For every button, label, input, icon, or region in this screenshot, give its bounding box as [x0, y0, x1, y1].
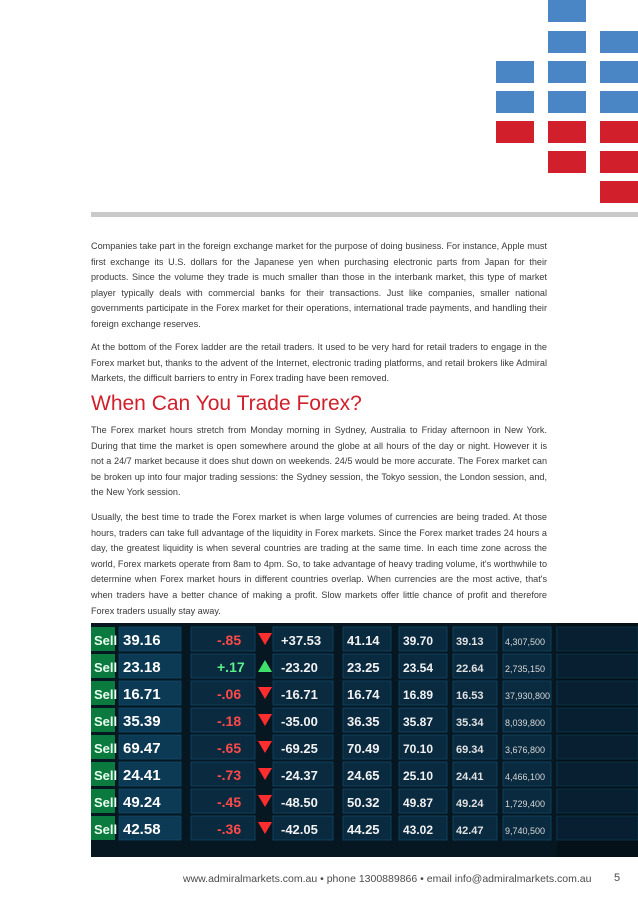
- brand-square: [548, 121, 586, 143]
- ticker-value: +37.53: [281, 633, 322, 648]
- brand-square: [600, 181, 638, 203]
- price-value: 69.47: [123, 740, 161, 757]
- price-value: 39.16: [123, 632, 161, 649]
- brand-square: [600, 151, 638, 173]
- body-paragraph: At the bottom of the Forex ladder are the retail traders. It used to be very hard for retail traders to engage in the Forex market but, thanks to the advent of the Internet, electronic trading platforms, and retail brokers like Admiral Markets, the difficult barriers to entry in Forex trading have been removed.: [91, 342, 547, 384]
- brand-square: [600, 91, 638, 113]
- brand-square: [496, 61, 534, 83]
- body-paragraph: Usually, the best time to trade the Forex market is when large volumes of currencies are being traded. At those hours, traders can take full advantage of the liquidity in Forex markets. Since the Forex market trades 24 hours a day, the greatest liquidity is when several countries are trading at the same time. In each time zone across the world, Forex markets operate from 8am to 4pm. So, to take advantage of heavy trading volume, it's worthwhile to determine when Forex market hours in different countries overlap. When currencies are the most active, that's when traders have a better chance of making a profit. Slow markets offer little chance of profit and therefore Forex traders usually stay away.: [91, 512, 547, 616]
- brand-square: [548, 61, 586, 83]
- section-heading: When Can You Trade Forex?: [91, 392, 362, 415]
- ticker-value: 23.54: [403, 661, 434, 675]
- body-paragraph: Companies take part in the foreign exchange market for the purpose of doing business. For instance, Apple must first exchange its U.S. dollars for the Japanese yen when purchasing electronic parts from Japan for their products. Since the volume they trade is much smaller than those in the interbank market, this type of market player typically deals with commercial banks for their transactions. Just like companies, smaller national governments participate in the Forex market for their operations, international trade payments, and handling their foreign exchange reserves.: [91, 241, 547, 329]
- price-value: 23.18: [123, 659, 161, 676]
- brand-square: [548, 0, 586, 22]
- change-value: -.45: [217, 794, 242, 810]
- ticker-value: 1,729,400: [505, 799, 546, 809]
- ticker-value: 49.24: [456, 798, 484, 810]
- ticker-value: 23.25: [347, 660, 380, 675]
- footer-contact: www.admiralmarkets.com.au • phone 1300889866 • email info@admiralmarkets.com.au: [183, 873, 592, 885]
- brand-square: [548, 91, 586, 113]
- ticker-value: 70.49: [347, 741, 380, 756]
- ticker-value: 4,466,100: [505, 772, 546, 782]
- change-value: +.17: [217, 659, 245, 675]
- price-value: 24.41: [123, 767, 161, 784]
- ticker-value: 70.10: [403, 742, 434, 756]
- ticker-value: 24.41: [456, 771, 484, 783]
- board-shade: [557, 623, 638, 857]
- ticker-value: 2,735,150: [505, 664, 546, 674]
- ticker-value: 3,676,800: [505, 745, 546, 755]
- ticker-value: 49.87: [403, 796, 434, 810]
- change-value: -.65: [217, 740, 242, 756]
- price-value: 16.71: [123, 686, 161, 703]
- body-paragraph: The Forex market hours stretch from Monday morning in Sydney, Australia to Friday afternoon in New York. During that time the market is open somewhere around the globe at all hours of the day or night. However it is not a 24/7 market because it does shut down on weekends. 24/5 would be more accurate. The Forex market can be broken up into four major trading sessions: the Sydney session, the Tokyo session, the London session, and, the New York session.: [91, 425, 547, 498]
- ticker-value: -24.37: [281, 768, 318, 783]
- ticker-value: 36.35: [347, 714, 380, 729]
- ticker-value: 37,930,800: [505, 691, 551, 701]
- ticker-board-graphic: [91, 623, 638, 857]
- ticker-value: 39.70: [403, 634, 434, 648]
- ticker-value: 35.34: [456, 717, 484, 729]
- brand-square: [548, 31, 586, 53]
- brand-square: [600, 121, 638, 143]
- ticker-value: 16.74: [347, 687, 380, 702]
- ticker-value: 24.65: [347, 768, 380, 783]
- ticker-value: 69.34: [456, 744, 484, 756]
- ticker-value: -69.25: [281, 741, 318, 756]
- price-value: 49.24: [123, 794, 161, 811]
- brand-square: [496, 91, 534, 113]
- brand-square: [600, 31, 638, 53]
- ticker-value: -35.00: [281, 714, 318, 729]
- ticker-value: 39.13: [456, 636, 484, 648]
- ticker-value: 44.25: [347, 822, 380, 837]
- sell-label: Sell: [94, 714, 118, 729]
- ticker-value: 16.89: [403, 688, 434, 702]
- ticker-value: 22.64: [456, 663, 484, 675]
- sell-label: Sell: [94, 795, 118, 810]
- ticker-value: -16.71: [281, 687, 318, 702]
- sell-label: Sell: [94, 822, 118, 837]
- ticker-value: 8,039,800: [505, 718, 546, 728]
- sell-label: Sell: [94, 687, 118, 702]
- page-number: 5: [614, 872, 621, 884]
- ticker-value: 35.87: [403, 715, 434, 729]
- ticker-value: -42.05: [281, 822, 318, 837]
- brand-square: [600, 61, 638, 83]
- brand-square: [548, 151, 586, 173]
- ticker-value: 41.14: [347, 633, 380, 648]
- sell-label: Sell: [94, 768, 118, 783]
- ticker-value: 43.02: [403, 823, 434, 837]
- change-value: -.18: [217, 713, 242, 729]
- ticker-value: 4,307,500: [505, 637, 546, 647]
- change-value: -.06: [217, 686, 242, 702]
- ticker-value: 16.53: [456, 690, 484, 702]
- sell-label: Sell: [94, 633, 118, 648]
- ticker-value: -23.20: [281, 660, 318, 675]
- price-value: 42.58: [123, 821, 161, 838]
- ticker-value: 42.47: [456, 825, 484, 837]
- change-value: -.73: [217, 767, 242, 783]
- ticker-value: -48.50: [281, 795, 318, 810]
- sell-label: Sell: [94, 741, 118, 756]
- ticker-value: 50.32: [347, 795, 380, 810]
- price-value: 35.39: [123, 713, 161, 730]
- change-value: -.36: [217, 821, 242, 837]
- stock-ticker-board-image: [91, 623, 638, 857]
- brand-square: [496, 121, 534, 143]
- change-value: -.85: [217, 632, 242, 648]
- ticker-value: 25.10: [403, 769, 434, 783]
- ticker-value: 9,740,500: [505, 826, 546, 836]
- sell-label: Sell: [94, 660, 118, 675]
- section-divider: [91, 212, 638, 217]
